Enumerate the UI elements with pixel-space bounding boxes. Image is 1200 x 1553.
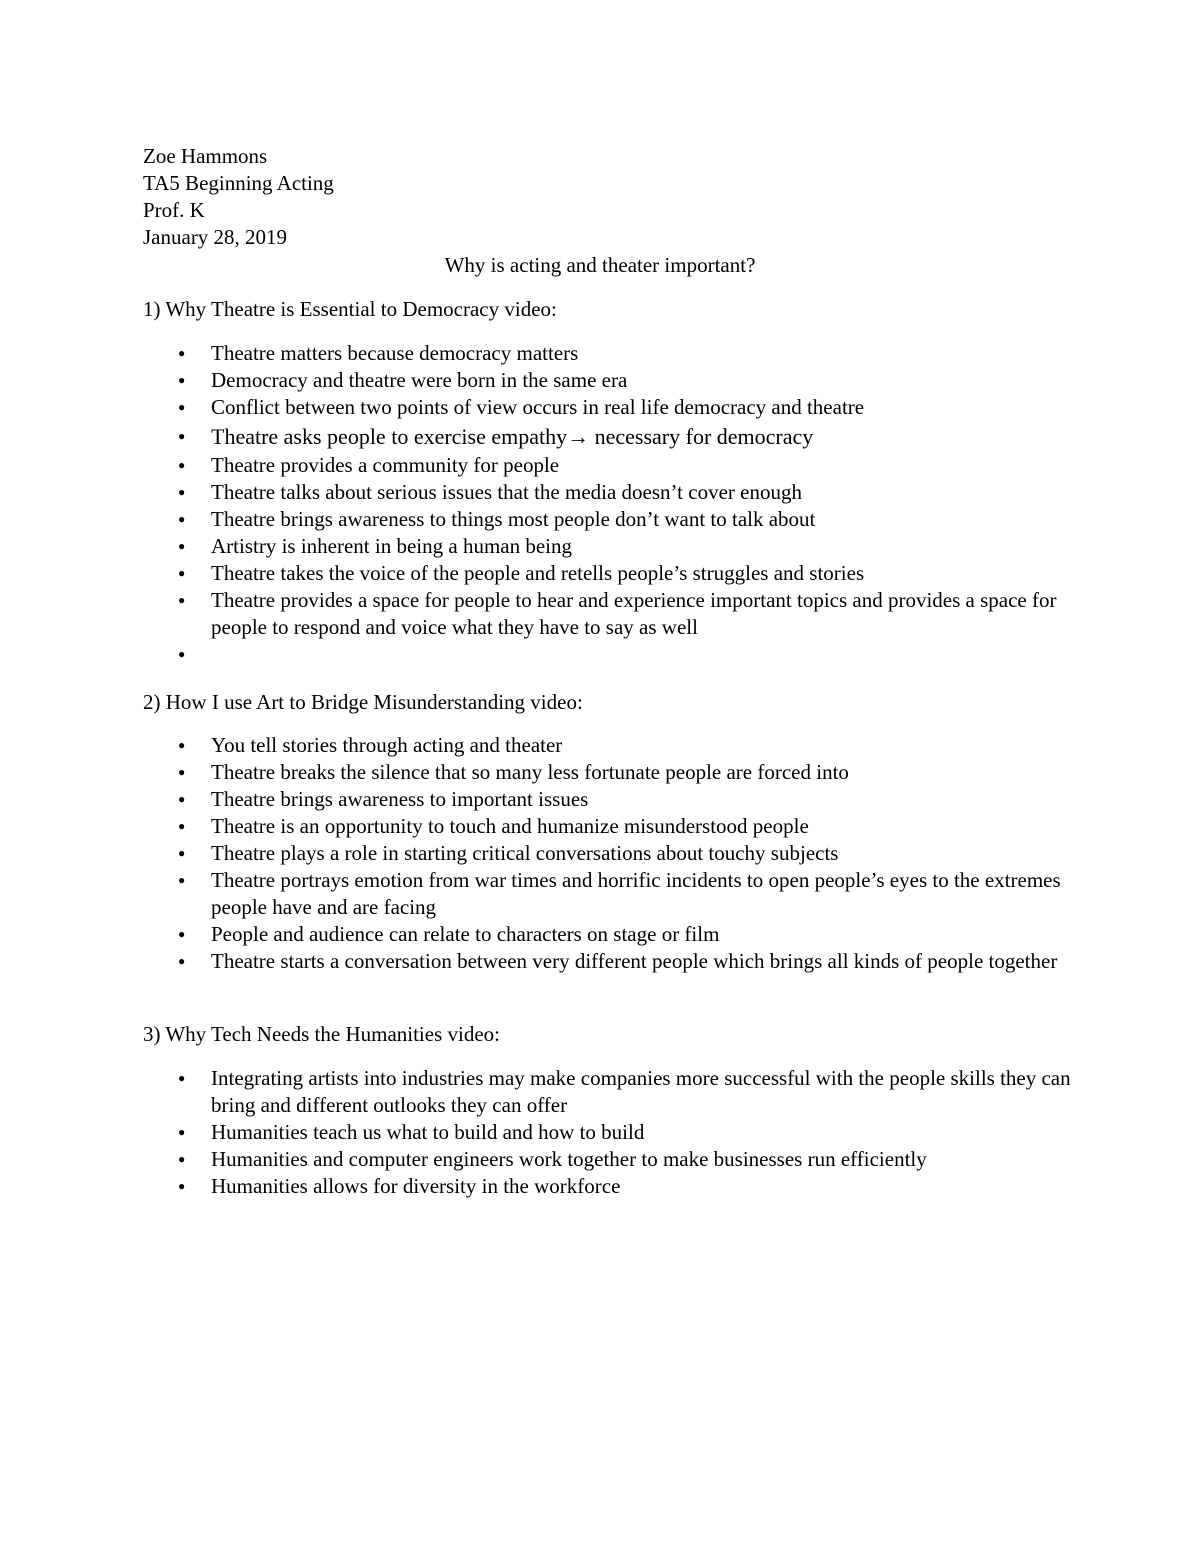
bullet-icon: ● xyxy=(178,429,186,443)
list-item-text: Theatre breaks the silence that so many less fortunate people are forced into xyxy=(211,760,849,784)
list-item-text: People and audience can relate to characters on stage or film xyxy=(211,922,720,946)
bullet-list-3 xyxy=(0,1065,1200,1200)
bullet-list-2 xyxy=(0,732,1200,975)
list-item-text: Theatre brings awareness to things most people don’t want to talk about xyxy=(211,507,816,531)
list-item xyxy=(0,533,1200,560)
list-item-text: Theatre provides a space for people to hear and experience important topics and provides a space for people to respond and voice what they have to say as well xyxy=(211,588,1057,639)
document-date: January 28, 2019 xyxy=(143,225,288,249)
bullet-icon: ● xyxy=(178,647,186,661)
bullet-icon: ● xyxy=(178,512,186,526)
bullet-icon: ● xyxy=(178,1179,186,1193)
bullet-icon: ● xyxy=(178,373,186,387)
list-item xyxy=(0,394,1200,421)
list-item-text: Conflict between two points of view occurs in real life democracy and theatre xyxy=(211,395,865,419)
bullet-icon: ● xyxy=(178,400,186,414)
list-item xyxy=(0,340,1200,367)
bullet-icon: ● xyxy=(178,458,186,472)
list-item xyxy=(0,786,1200,813)
list-item-text: Theatre portrays emotion from war times and horrific incidents to open people’s eyes to the extremes people have and are facing xyxy=(211,868,1061,919)
list-item xyxy=(0,560,1200,587)
bullet-icon: ● xyxy=(178,1152,186,1166)
bullet-icon: ● xyxy=(178,1125,186,1139)
list-item xyxy=(0,759,1200,786)
bullet-icon: ● xyxy=(178,954,186,968)
list-item-text: Democracy and theatre were born in the same era xyxy=(211,368,628,392)
list-item xyxy=(0,1146,1200,1173)
list-item-text: You tell stories through acting and theater xyxy=(211,733,563,757)
list-item-text: Theatre starts a conversation between very different people which brings all kinds of people together xyxy=(211,949,1058,973)
list-item xyxy=(0,367,1200,394)
list-item xyxy=(0,506,1200,533)
bullet-list-1 xyxy=(0,340,1200,668)
bullet-icon: ● xyxy=(178,593,186,607)
list-item-text: Theatre plays a role in starting critical conversations about touchy subjects xyxy=(211,841,839,865)
list-item xyxy=(0,479,1200,506)
bullet-icon: ● xyxy=(178,566,186,580)
list-item xyxy=(0,840,1200,867)
bullet-icon: ● xyxy=(178,485,186,499)
list-item xyxy=(0,641,1200,668)
list-item-text: Theatre provides a community for people xyxy=(211,453,560,477)
list-item-text: Theatre matters because democracy matters xyxy=(211,341,579,365)
bullet-icon: ● xyxy=(178,346,186,360)
list-item xyxy=(0,1119,1200,1146)
bullet-icon: ● xyxy=(178,792,186,806)
list-item-text: Theatre asks people to exercise empathy→ necessary for democracy xyxy=(211,424,814,449)
list-item-text: Theatre talks about serious issues that the media doesn’t cover enough xyxy=(211,480,802,504)
document-title: Why is acting and theater important? xyxy=(444,253,756,277)
list-item-text: Theatre is an opportunity to touch and humanize misunderstood people xyxy=(211,814,809,838)
list-item xyxy=(0,813,1200,840)
bullet-icon: ● xyxy=(178,738,186,752)
list-item xyxy=(0,867,1200,921)
bullet-icon: ● xyxy=(178,819,186,833)
section-heading-2: 2) How I use Art to Bridge Misunderstanding video: xyxy=(143,690,583,714)
list-item xyxy=(0,587,1200,641)
list-item xyxy=(0,948,1200,975)
bullet-icon: ● xyxy=(178,846,186,860)
course-name: TA5 Beginning Acting xyxy=(143,171,334,195)
list-item-text: Humanities allows for diversity in the workforce xyxy=(211,1174,621,1198)
list-item xyxy=(0,732,1200,759)
section-heading-3: 3) Why Tech Needs the Humanities video: xyxy=(143,1022,500,1046)
section-heading-1: 1) Why Theatre is Essential to Democracy video: xyxy=(143,297,557,321)
list-item-text: Integrating artists into industries may make companies more successful with the people skills they can bring and different outlooks they can offer xyxy=(211,1066,1071,1117)
list-item xyxy=(0,921,1200,948)
list-item xyxy=(0,452,1200,479)
list-item-text: Theatre brings awareness to important issues xyxy=(211,787,589,811)
list-item-text: Artistry is inherent in being a human being xyxy=(211,534,573,558)
list-item xyxy=(0,421,1200,452)
list-item-text: Theatre takes the voice of the people and retells people’s struggles and stories xyxy=(211,561,865,585)
bullet-icon: ● xyxy=(178,539,186,553)
bullet-icon: ● xyxy=(178,765,186,779)
bullet-icon: ● xyxy=(178,1071,186,1085)
professor-name: Prof. K xyxy=(143,198,205,222)
list-item xyxy=(0,1173,1200,1200)
bullet-icon: ● xyxy=(178,873,186,887)
list-item-text: Humanities teach us what to build and how to build xyxy=(211,1120,645,1144)
author-name: Zoe Hammons xyxy=(143,144,268,168)
list-item-text: Humanities and computer engineers work together to make businesses run efficiently xyxy=(211,1147,927,1171)
bullet-icon: ● xyxy=(178,927,186,941)
list-item xyxy=(0,1065,1200,1119)
